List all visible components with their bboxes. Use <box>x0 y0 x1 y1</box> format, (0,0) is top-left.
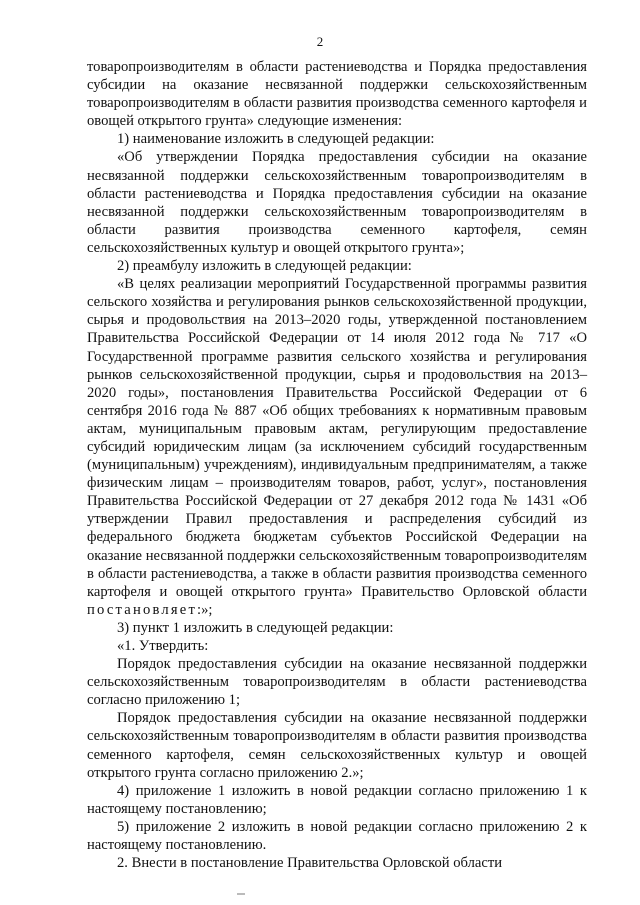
page-number: 2 <box>316 34 324 49</box>
paragraph-item-5: 5) приложение 2 изложить в новой редакции согласно приложению 2 к настоящему постановлению. <box>87 818 587 854</box>
paragraph-item-4: 4) приложение 1 изложить в новой редакции согласно приложению 1 к настоящему постановлению; <box>87 782 587 817</box>
paragraph-new-title: «Об утверждении Порядка предоставления субсидии на оказание несвязанной поддержки сельскохозяйственным товаропроизводителям в области растениеводства и Порядка предоставления субсидии на оказание несвязанной поддержки сельскохозяйственным товаропроизводителям в области развития производства семенного картофеля, семян сельскохозяйственных культур и овощей открытого грунта»; <box>87 149 587 256</box>
preamble-decree-word: постановляет <box>87 601 198 618</box>
document-body <box>87 58 587 872</box>
paragraph-approve: «1. Утвердить: <box>117 638 209 654</box>
paragraph-item-1: 1) наименование изложить в следующей редакции: <box>117 131 435 148</box>
scan-mark <box>237 893 245 895</box>
paragraph-preamble <box>87 275 587 619</box>
paragraph-continuation: товаропроизводителям в области растениеводства и Порядка предоставления субсидии на оказание несвязанной поддержки сельскохозяйственным товаропроизводителям в области развития производства семенного картофеля и овощей открытого грунта» следующие изменения: <box>87 59 587 130</box>
paragraph-procedure-2: Порядок предоставления субсидии на оказание несвязанной поддержки сельскохозяйственным товаропроизводителям в области развития производства семенного картофеля, семян сельскохозяйственных культур и овощей открытого грунта согласно приложению 2.»; <box>87 710 587 781</box>
paragraph-section-2: 2. Внести в постановление Правительства Орловской области <box>117 855 503 872</box>
preamble-text: «В целях реализации мероприятий Государственной программы развития сельского хозяйства и регулирования рынков сельскохозяйственной продукции, сырья и продовольствия на 2013–2020 годы, утвержденной постановлением Правительства Российской Федерации от 14 июля 2012 года № 717 «О Государственной программе развития сельского хозяйства и регулирования рынков сельскохозяйственной продукции, сырья и продовольствия на 2013–2020 годы», постановления Правительства Российской Федерации от 6 сентября 2016 года № 887 «Об общих требованиях к нормативным правовым актам, муниципальным правовым актам, регулирующим предоставление субсидий юридическим лицам (за исключением субсидий государственным (муниципальным) учреждениям), индивидуальным предпринимателям, а также физическим лицам – производителям товаров, работ, услуг», постановления Правительства Российской Федерации от 27 декабря 2012 года № 1431 «Об утверждении Правил предоставления и распределения субсидий из федерального бюджета бюджетам субъектов Российской Федерации на оказание несвязанной поддержки сельскохозяйственным товаропроизводителям в области растениеводства, а также в области развития производства семенного картофеля и овощей открытого грунта» Правительство Орловской области <box>87 276 587 600</box>
preamble-ending: :»; <box>197 601 213 618</box>
paragraph-item-3: 3) пункт 1 изложить в следующей редакции: <box>117 619 394 636</box>
paragraph-procedure-1: Порядок предоставления субсидии на оказание несвязанной поддержки сельскохозяйственным товаропроизводителям в области растениеводства согласно приложению 1; <box>87 656 587 709</box>
paragraph-item-2: 2) преамбулу изложить в следующей редакции: <box>117 258 412 275</box>
